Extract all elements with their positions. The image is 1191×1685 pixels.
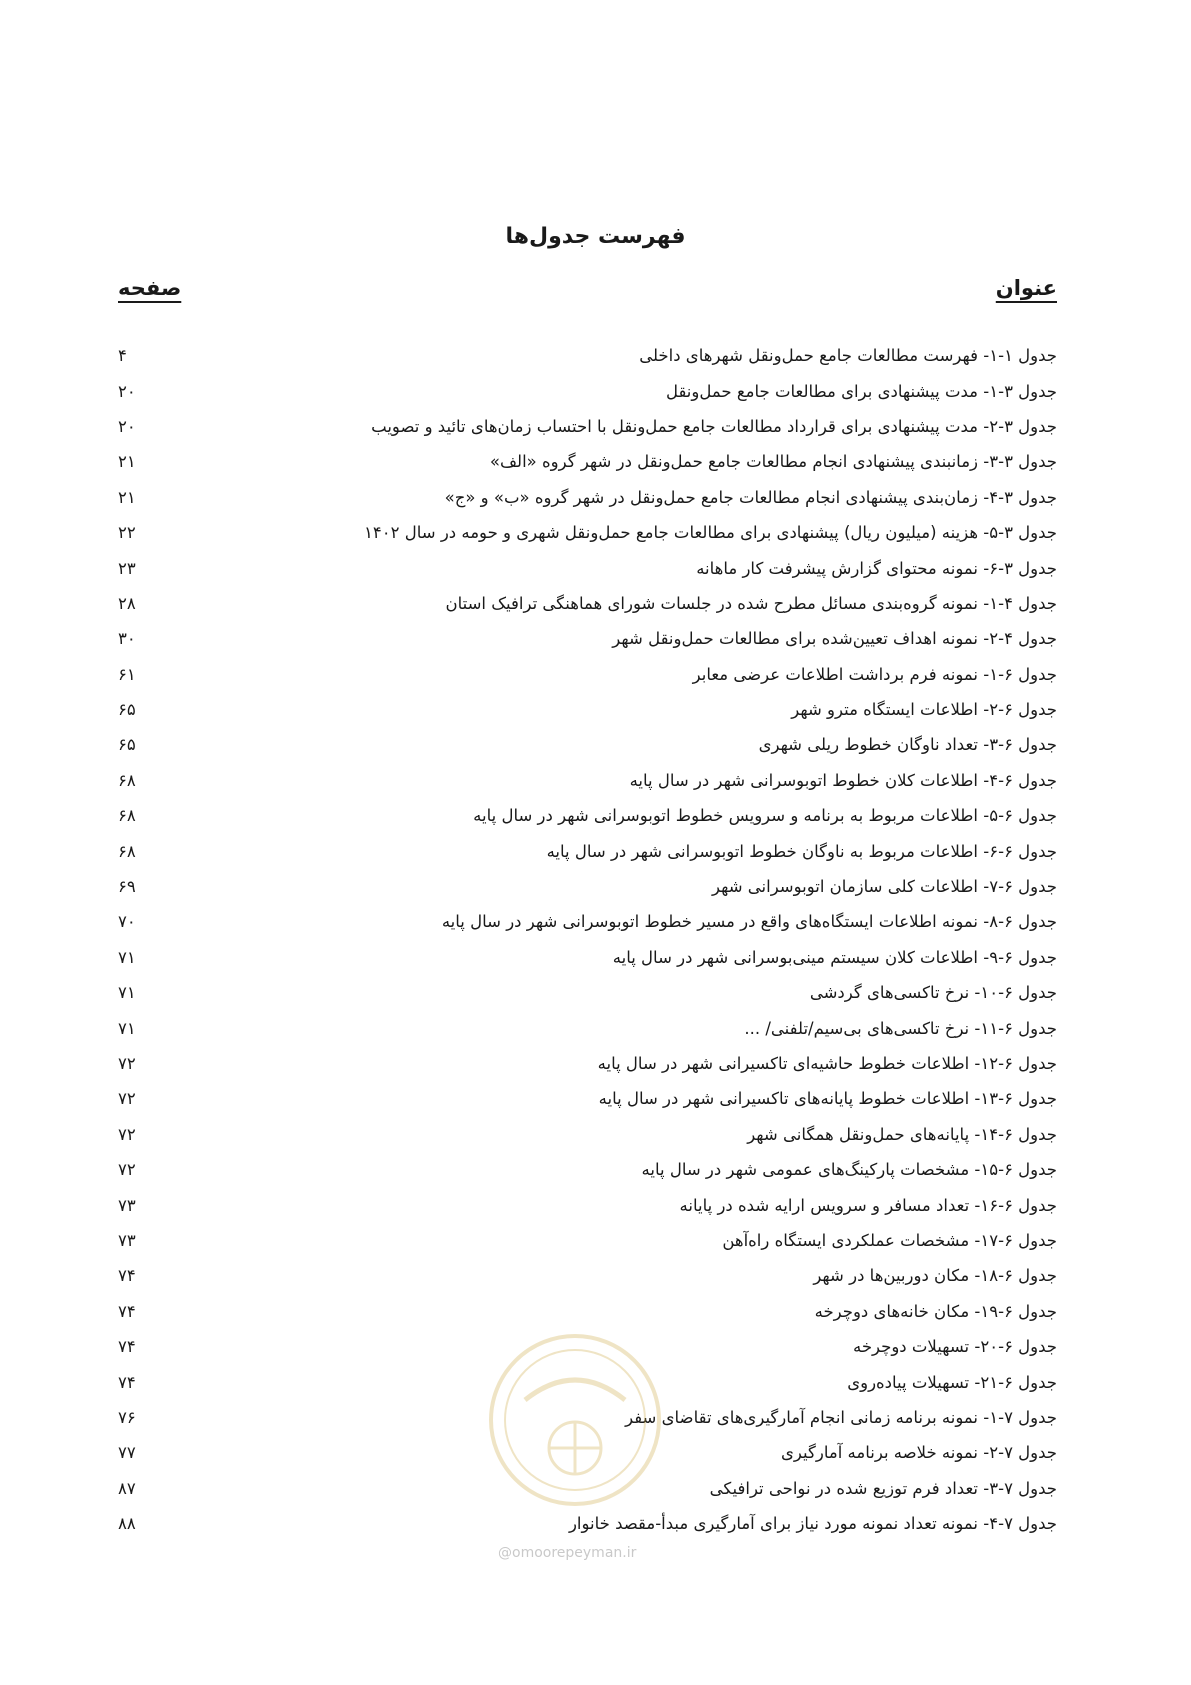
toc-row	[118, 1010, 1057, 1045]
toc-entry-page: ۲۰	[118, 381, 136, 401]
toc-entry-page: ۴	[118, 346, 127, 366]
toc-entry-title: جدول ۶-۶- اطلاعات مربوط به ناوگان خطوط اتوبوسرانی شهر در سال پایه	[546, 841, 1057, 861]
toc-entry-page: ۷۲	[118, 1089, 136, 1109]
toc-entry-title: جدول ۳-۳- زمانبندی پیشنهادی انجام مطالعات جامع حمل‌ونقل در شهر گروه «الف»	[489, 452, 1057, 472]
toc-entry-page: ۲۰	[118, 416, 136, 436]
toc-entry-page: ۶۱	[118, 664, 136, 684]
toc-entry-page: ۷۲	[118, 1160, 136, 1180]
toc-entry-title: جدول ۷-۲- نمونه خلاصه برنامه آمارگیری	[781, 1443, 1057, 1463]
toc-entry-page: ۶۵	[118, 735, 136, 755]
toc-row	[118, 515, 1057, 550]
toc-row	[118, 1506, 1057, 1541]
toc-row	[118, 940, 1057, 975]
toc-entry-title: جدول ۶-۷- اطلاعات کلی سازمان اتوبوسرانی شهر	[711, 877, 1057, 897]
toc-entry-title: جدول ۶-۱۲- اطلاعات خطوط حاشیه‌ای تاکسیرانی شهر در سال پایه	[597, 1054, 1057, 1073]
toc-entry-page: ۷۴	[118, 1372, 136, 1392]
toc-row	[118, 1152, 1057, 1187]
toc-entry-page: ۷۷	[118, 1443, 136, 1463]
toc-entry-title: جدول ۶-۱۷- مشخصات عملکردی ایستگاه راه‌آهن	[722, 1230, 1057, 1250]
table-of-tables-list	[118, 338, 1057, 1541]
toc-entry-page: ۲۲	[118, 523, 136, 543]
toc-entry-title: جدول ۶-۱۱- نرخ تاکسی‌های بی‌سیم/تلفنی/ ...	[744, 1018, 1057, 1038]
toc-entry-title: جدول ۷-۴- نمونه تعداد نمونه مورد نیاز برای آمارگیری مبدأ-مقصد خانوار	[568, 1514, 1057, 1534]
toc-row	[118, 1081, 1057, 1116]
toc-row	[118, 373, 1057, 408]
toc-entry-page: ۷۲	[118, 1124, 136, 1144]
toc-entry-title: جدول ۶-۲- اطلاعات ایستگاه مترو شهر	[791, 700, 1057, 720]
toc-entry-page: ۲۱	[118, 452, 136, 472]
toc-row	[118, 550, 1057, 585]
toc-entry-title: جدول ۴-۲- نمونه اهداف تعیین‌شده برای مطالعات حمل‌ونقل شهر	[612, 629, 1057, 649]
toc-row	[118, 338, 1057, 373]
toc-row	[118, 1258, 1057, 1293]
toc-entry-title: جدول ۳-۴- زمان‌بندی پیشنهادی انجام مطالعات جامع حمل‌ونقل در شهر گروه «ب» و «ج»	[444, 487, 1057, 507]
toc-row	[118, 586, 1057, 621]
toc-row	[118, 869, 1057, 904]
toc-entry-title: جدول ۶-۹- اطلاعات کلان سیستم مینی‌بوسرانی شهر در سال پایه	[612, 947, 1057, 967]
toc-entry-page: ۷۳	[118, 1230, 136, 1250]
toc-entry-page: ۸۷	[118, 1478, 136, 1498]
toc-entry-title: جدول ۶-۱۶- تعداد مسافر و سرویس ارایه شده در پایانه	[679, 1195, 1057, 1215]
toc-entry-page: ۷۱	[118, 947, 136, 967]
watermark-url: @omoorepeyman.ir	[498, 1545, 637, 1561]
toc-row	[118, 1117, 1057, 1152]
toc-row	[118, 727, 1057, 762]
toc-row	[118, 1471, 1057, 1506]
toc-row	[118, 692, 1057, 727]
toc-entry-title: جدول ۴-۱- نمونه گروه‌بندی مسائل مطرح شده در جلسات شورای هماهنگی ترافیک استان	[445, 593, 1057, 613]
toc-entry-title: جدول ۶-۸- نمونه اطلاعات ایستگاه‌های واقع در مسیر خطوط اتوبوسرانی شهر در سال پایه	[441, 912, 1057, 932]
toc-row	[118, 798, 1057, 833]
toc-entry-title: جدول ۳-۵- هزینه (میلیون ریال) پیشنهادی برای مطالعات جامع حمل‌ونقل شهری و حومه در سال ۱۴۰۲	[364, 523, 1057, 543]
toc-entry-title: جدول ۳-۲- مدت پیشنهادی برای قرارداد مطالعات جامع حمل‌ونقل با احتساب زمان‌های تائید و تصویب	[371, 416, 1057, 436]
toc-entry-title: جدول ۱-۱- فهرست مطالعات جامع حمل‌ونقل شهرهای داخلی	[639, 346, 1057, 366]
toc-entry-page: ۷۶	[118, 1407, 136, 1427]
toc-row	[118, 1400, 1057, 1435]
toc-entry-page: ۷۴	[118, 1301, 136, 1321]
toc-row	[118, 763, 1057, 798]
toc-row	[118, 444, 1057, 479]
toc-row	[118, 621, 1057, 656]
toc-entry-title: جدول ۷-۳- تعداد فرم توزیع شده در نواحی ترافیکی	[709, 1478, 1057, 1498]
toc-entry-page: ۷۲	[118, 1054, 136, 1073]
toc-row	[118, 833, 1057, 868]
toc-entry-page: ۷۱	[118, 983, 136, 1003]
toc-entry-page: ۷۴	[118, 1266, 136, 1286]
toc-entry-title: جدول ۶-۳- تعداد ناوگان خطوط ریلی شهری	[758, 735, 1057, 755]
toc-entry-title: جدول ۶-۱۵- مشخصات پارکینگ‌های عمومی شهر در سال پایه	[641, 1160, 1057, 1180]
page-column-header: صفحه	[118, 276, 182, 300]
toc-entry-title: جدول ۳-۶- نمونه محتوای گزارش پیشرفت کار ماهانه	[696, 558, 1057, 578]
toc-entry-page: ۷۳	[118, 1195, 136, 1215]
toc-row	[118, 657, 1057, 692]
toc-entry-page: ۲۳	[118, 558, 136, 578]
toc-row	[118, 1364, 1057, 1399]
toc-entry-title: جدول ۶-۱۹- مکان خانه‌های دوچرخه	[814, 1301, 1057, 1321]
toc-row	[118, 1435, 1057, 1470]
toc-row	[118, 480, 1057, 515]
toc-entry-title: جدول ۶-۵- اطلاعات مربوط به برنامه و سرویس خطوط اتوبوسرانی شهر در سال پایه	[473, 806, 1057, 826]
title-column-header: عنوان	[995, 276, 1057, 300]
toc-entry-title: جدول ۶-۱۳- اطلاعات خطوط پایانه‌های تاکسیرانی شهر در سال پایه	[598, 1089, 1057, 1109]
toc-row	[118, 1294, 1057, 1329]
toc-row	[118, 409, 1057, 444]
toc-row	[118, 904, 1057, 939]
toc-entry-title: جدول ۶-۱- نمونه فرم برداشت اطلاعات عرضی معابر	[692, 664, 1057, 684]
toc-entry-page: ۲۸	[118, 593, 136, 613]
toc-entry-title: جدول ۶-۱۸- مکان دوربین‌ها در شهر	[813, 1266, 1057, 1286]
toc-entry-page: ۶۹	[118, 877, 136, 897]
toc-entry-page: ۷۰	[118, 912, 136, 932]
toc-row	[118, 1223, 1057, 1258]
toc-entry-page: ۶۸	[118, 806, 136, 826]
toc-entry-page: ۸۸	[118, 1514, 136, 1534]
toc-entry-title: جدول ۷-۱- نمونه برنامه زمانی انجام آمارگیری‌های تقاضای سفر	[625, 1407, 1057, 1427]
toc-entry-title: جدول ۶-۴- اطلاعات کلان خطوط اتوبوسرانی شهر در سال پایه	[629, 770, 1057, 790]
toc-entry-page: ۶۸	[118, 841, 136, 861]
toc-entry-page: ۶۵	[118, 700, 136, 720]
toc-entry-title: جدول ۶-۱۰- نرخ تاکسی‌های گردشی	[809, 983, 1057, 1003]
toc-entry-page: ۲۱	[118, 487, 136, 507]
toc-row	[118, 975, 1057, 1010]
toc-entry-title: جدول ۶-۲۱- تسهیلات پیاده‌روی	[847, 1372, 1057, 1392]
toc-entry-page: ۶۸	[118, 770, 136, 790]
toc-row	[118, 1187, 1057, 1222]
toc-entry-title: جدول ۶-۲۰- تسهیلات دوچرخه	[852, 1337, 1057, 1357]
toc-row	[118, 1046, 1057, 1081]
page-title: فهرست جدول‌ها	[505, 224, 686, 249]
toc-entry-title: جدول ۶-۱۴- پایانه‌های حمل‌ونقل همگانی شهر	[747, 1124, 1057, 1144]
toc-entry-page: ۳۰	[118, 629, 136, 649]
toc-row	[118, 1329, 1057, 1364]
toc-entry-page: ۷۱	[118, 1018, 136, 1038]
toc-entry-page: ۷۴	[118, 1337, 136, 1357]
toc-entry-title: جدول ۳-۱- مدت پیشنهادی برای مطالعات جامع حمل‌ونقل	[665, 381, 1057, 401]
